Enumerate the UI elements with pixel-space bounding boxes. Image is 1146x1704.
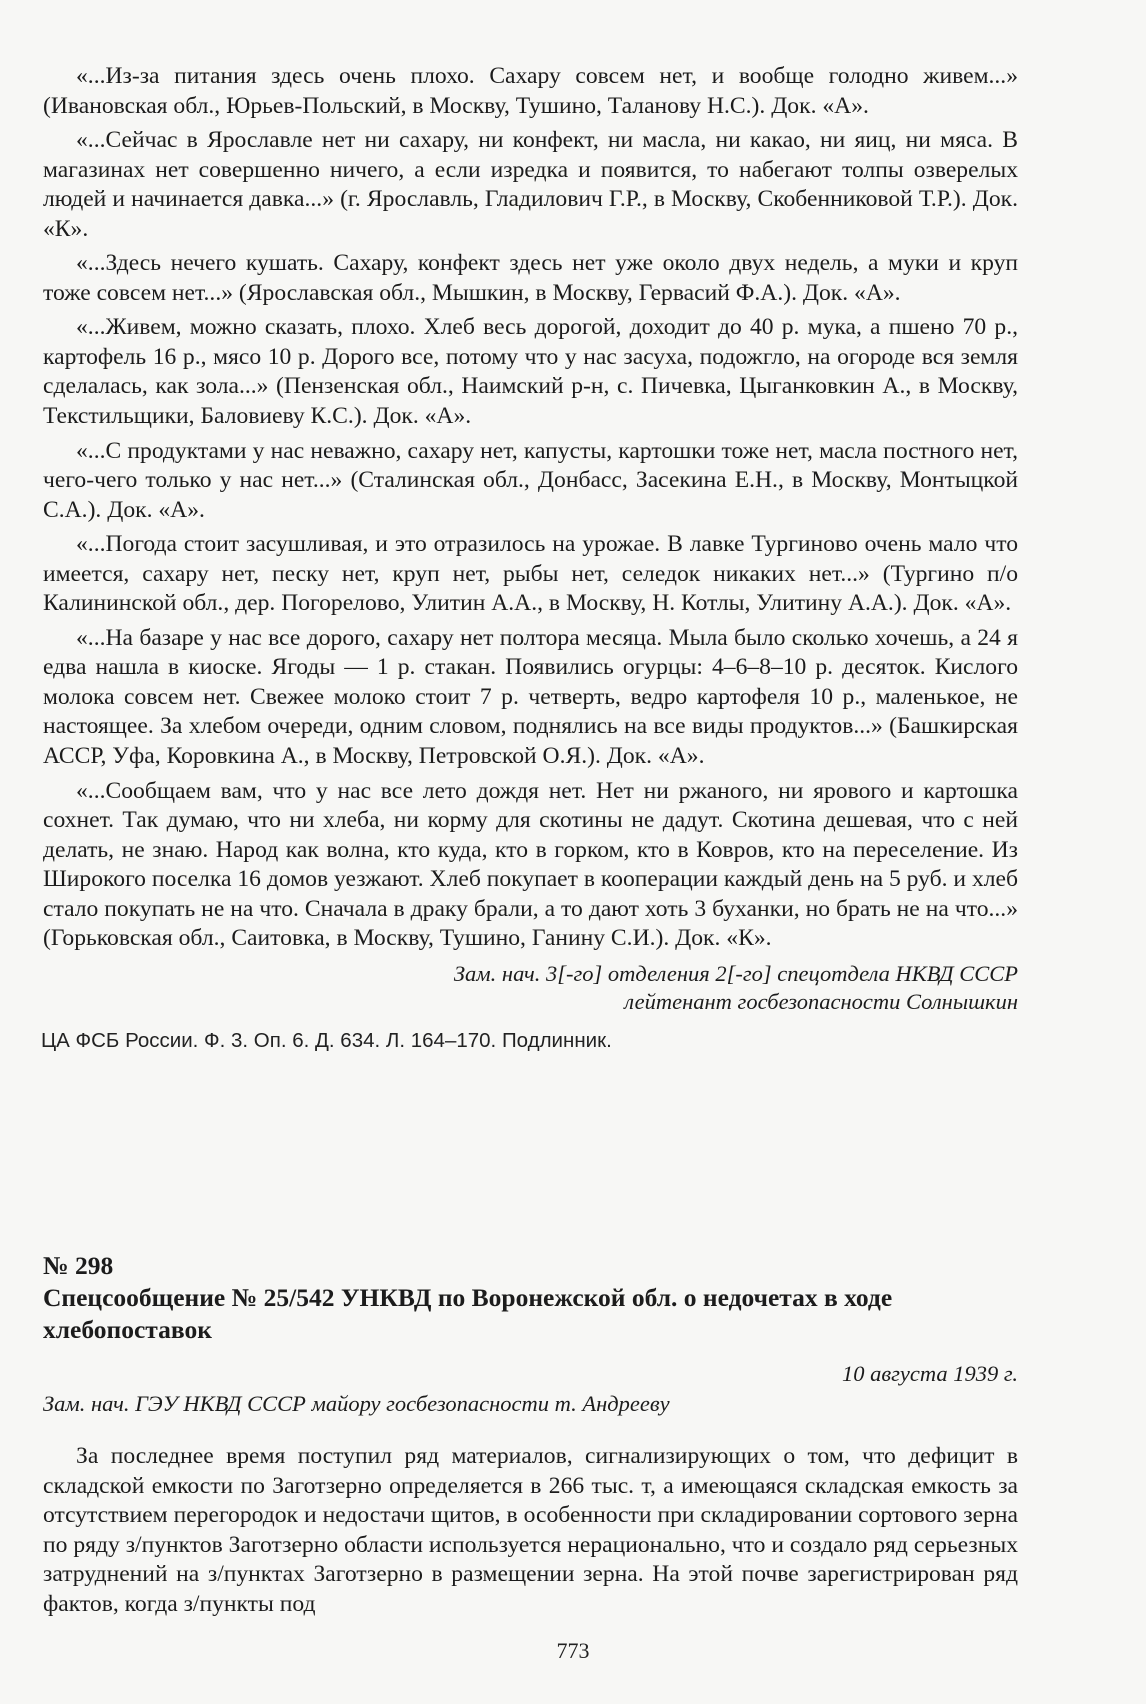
page-number: 773 — [556, 1638, 590, 1663]
document-title: Спецсообщение № 25/542 УНКВД по Воронежской обл. о недочетах в ходе хлебопоставок — [43, 1283, 893, 1344]
letter-excerpt: «...Живем, можно сказать, плохо. Хлеб весь дорогой, доходит до 40 р. мука, а пшено 70 р., картофель 16 р., мясо 10 р. Дорого все, потому что у нас засуха, подожгло, на огороде вся земля сделалась, как зола...» (Пензенская обл., Наимский р-н, с. Пичевка, Цыганковкин А., в Москву, Текстильщики, Баловиеву К.С.). Док. «А». — [43, 314, 1018, 430]
document-section — [43, 1250, 1018, 1619]
letter-excerpt: «...Здесь нечего кушать. Сахару, конфект здесь нет уже около двух недель, а муки и круп тоже совсем нет...» (Ярославская обл., Мышкин, в Москву, Гервасий Ф.А.). Док. «А». — [43, 250, 1018, 306]
letter-excerpt: «...Погода стоит засушливая, и это отразилось на урожае. В лавке Тургиново очень мало что имеется, сахару нет, песку нет, круп нет, рыбы нет, селедок никаких нет...» (Тургино п/о Калининской обл., дер. Погорелово, Улитин А.А., в Москву, Н. Котлы, Улитину А.А.). Док. «А». — [43, 531, 1018, 617]
signature-block — [43, 960, 1018, 1017]
letter-excerpt: «...С продуктами у нас неважно, сахару нет, капусты, картошки тоже нет, масла постного нет, чего-чего только у нас нет...» (Сталинская обл., Донбасс, Засекина Е.Н., в Москву, Монтыцкой С.А.). Док. «А». — [43, 437, 1018, 523]
document-addressee: Зам. нач. ГЭУ НКВД СССР майору госбезопасности т. Андрееву — [43, 1391, 670, 1416]
letter-excerpt: «...На базаре у нас все дорого, сахару нет полтора месяца. Мыла было сколько хочешь, а 24 я едва нашла в киоске. Ягоды — 1 р. стакан. Появились огурцы: 4–6–8–10 р. десяток. Кислого молока совсем нет. Свежее молоко стоит 7 р. четверть, ведро картофеля 10 р., маленькое, не настоящее. За хлебом очереди, одним словом, поднялись на все виды продуктов...» (Башкирская АССР, Уфа, Коровкина А., в Москву, Петровской О.Я.). Док. «А». — [43, 624, 1018, 770]
archive-reference: ЦА ФСБ России. Ф. 3. Оп. 6. Д. 634. Л. 164–170. Подлинник. — [41, 1028, 612, 1052]
document-body: За последнее время поступил ряд материалов, сигнализирующих о том, что дефицит в складской емкости по Заготзерно определяется в 266 тыс. т, а имеющаяся складская емкость за отсутствием перегородок и недостачи щитов, в особенности при складировании сортового зерна по ряду з/пунктов Заготзерно области используется нерационально, что и создало ряд серьезных затруднений на з/пунктах Заготзерно в размещении зерна. На этой почве зарегистрирован ряд фактов, когда з/пункты под — [43, 1443, 1018, 1617]
document-date: 10 августа 1939 г. — [841, 1361, 1018, 1386]
letter-excerpt: «...Сейчас в Ярославле нет ни сахару, ни конфект, ни масла, ни какао, ни яиц, ни мяса. В магазинах нет совершенно ничего, а если изредка и появится, то набегают толпы озверелых людей и начинается давка...» (г. Ярославль, Гладилович Г.Р., в Москву, Скобенниковой Т.Р.). Док. «К». — [43, 127, 1018, 242]
letter-excerpt: «...Сообщаем вам, что у нас все лето дождя нет. Нет ни ржаного, ни ярового и картошка сохнет. Так думаю, что ни хлеба, ни корму для скотины не дадут. Скотина дешевая, что с ней делать, не знаю. Народ как волна, кто куда, кто в горком, кто в Ковров, кто на переселение. Из Широкого поселка 16 домов уезжают. Хлеб покупает в кооперации каждый день на 5 руб. и хлеб стало покупать не на что. Сначала в драку брали, а то дают хоть 3 буханки, но брать не на что...» (Горьковская обл., Саитовка, в Москву, Тушино, Ганину С.И.). Док. «К». — [43, 777, 1018, 952]
document-number: № 298 — [43, 1251, 114, 1280]
signature-position: Зам. нач. 3[-го] отделения 2[-го] спецотдела НКВД СССР — [453, 960, 1018, 986]
signature-name: лейтенант госбезопасности Солнышкин — [624, 989, 1018, 1015]
letter-excerpts — [43, 62, 1018, 1055]
letter-excerpt: «...Из-за питания здесь очень плохо. Сахару совсем нет, и вообще голодно живем...» (Ивановская обл., Юрьев-Польский, в Москву, Тушино, Таланову Н.С.). Док. «А». — [43, 63, 1018, 119]
